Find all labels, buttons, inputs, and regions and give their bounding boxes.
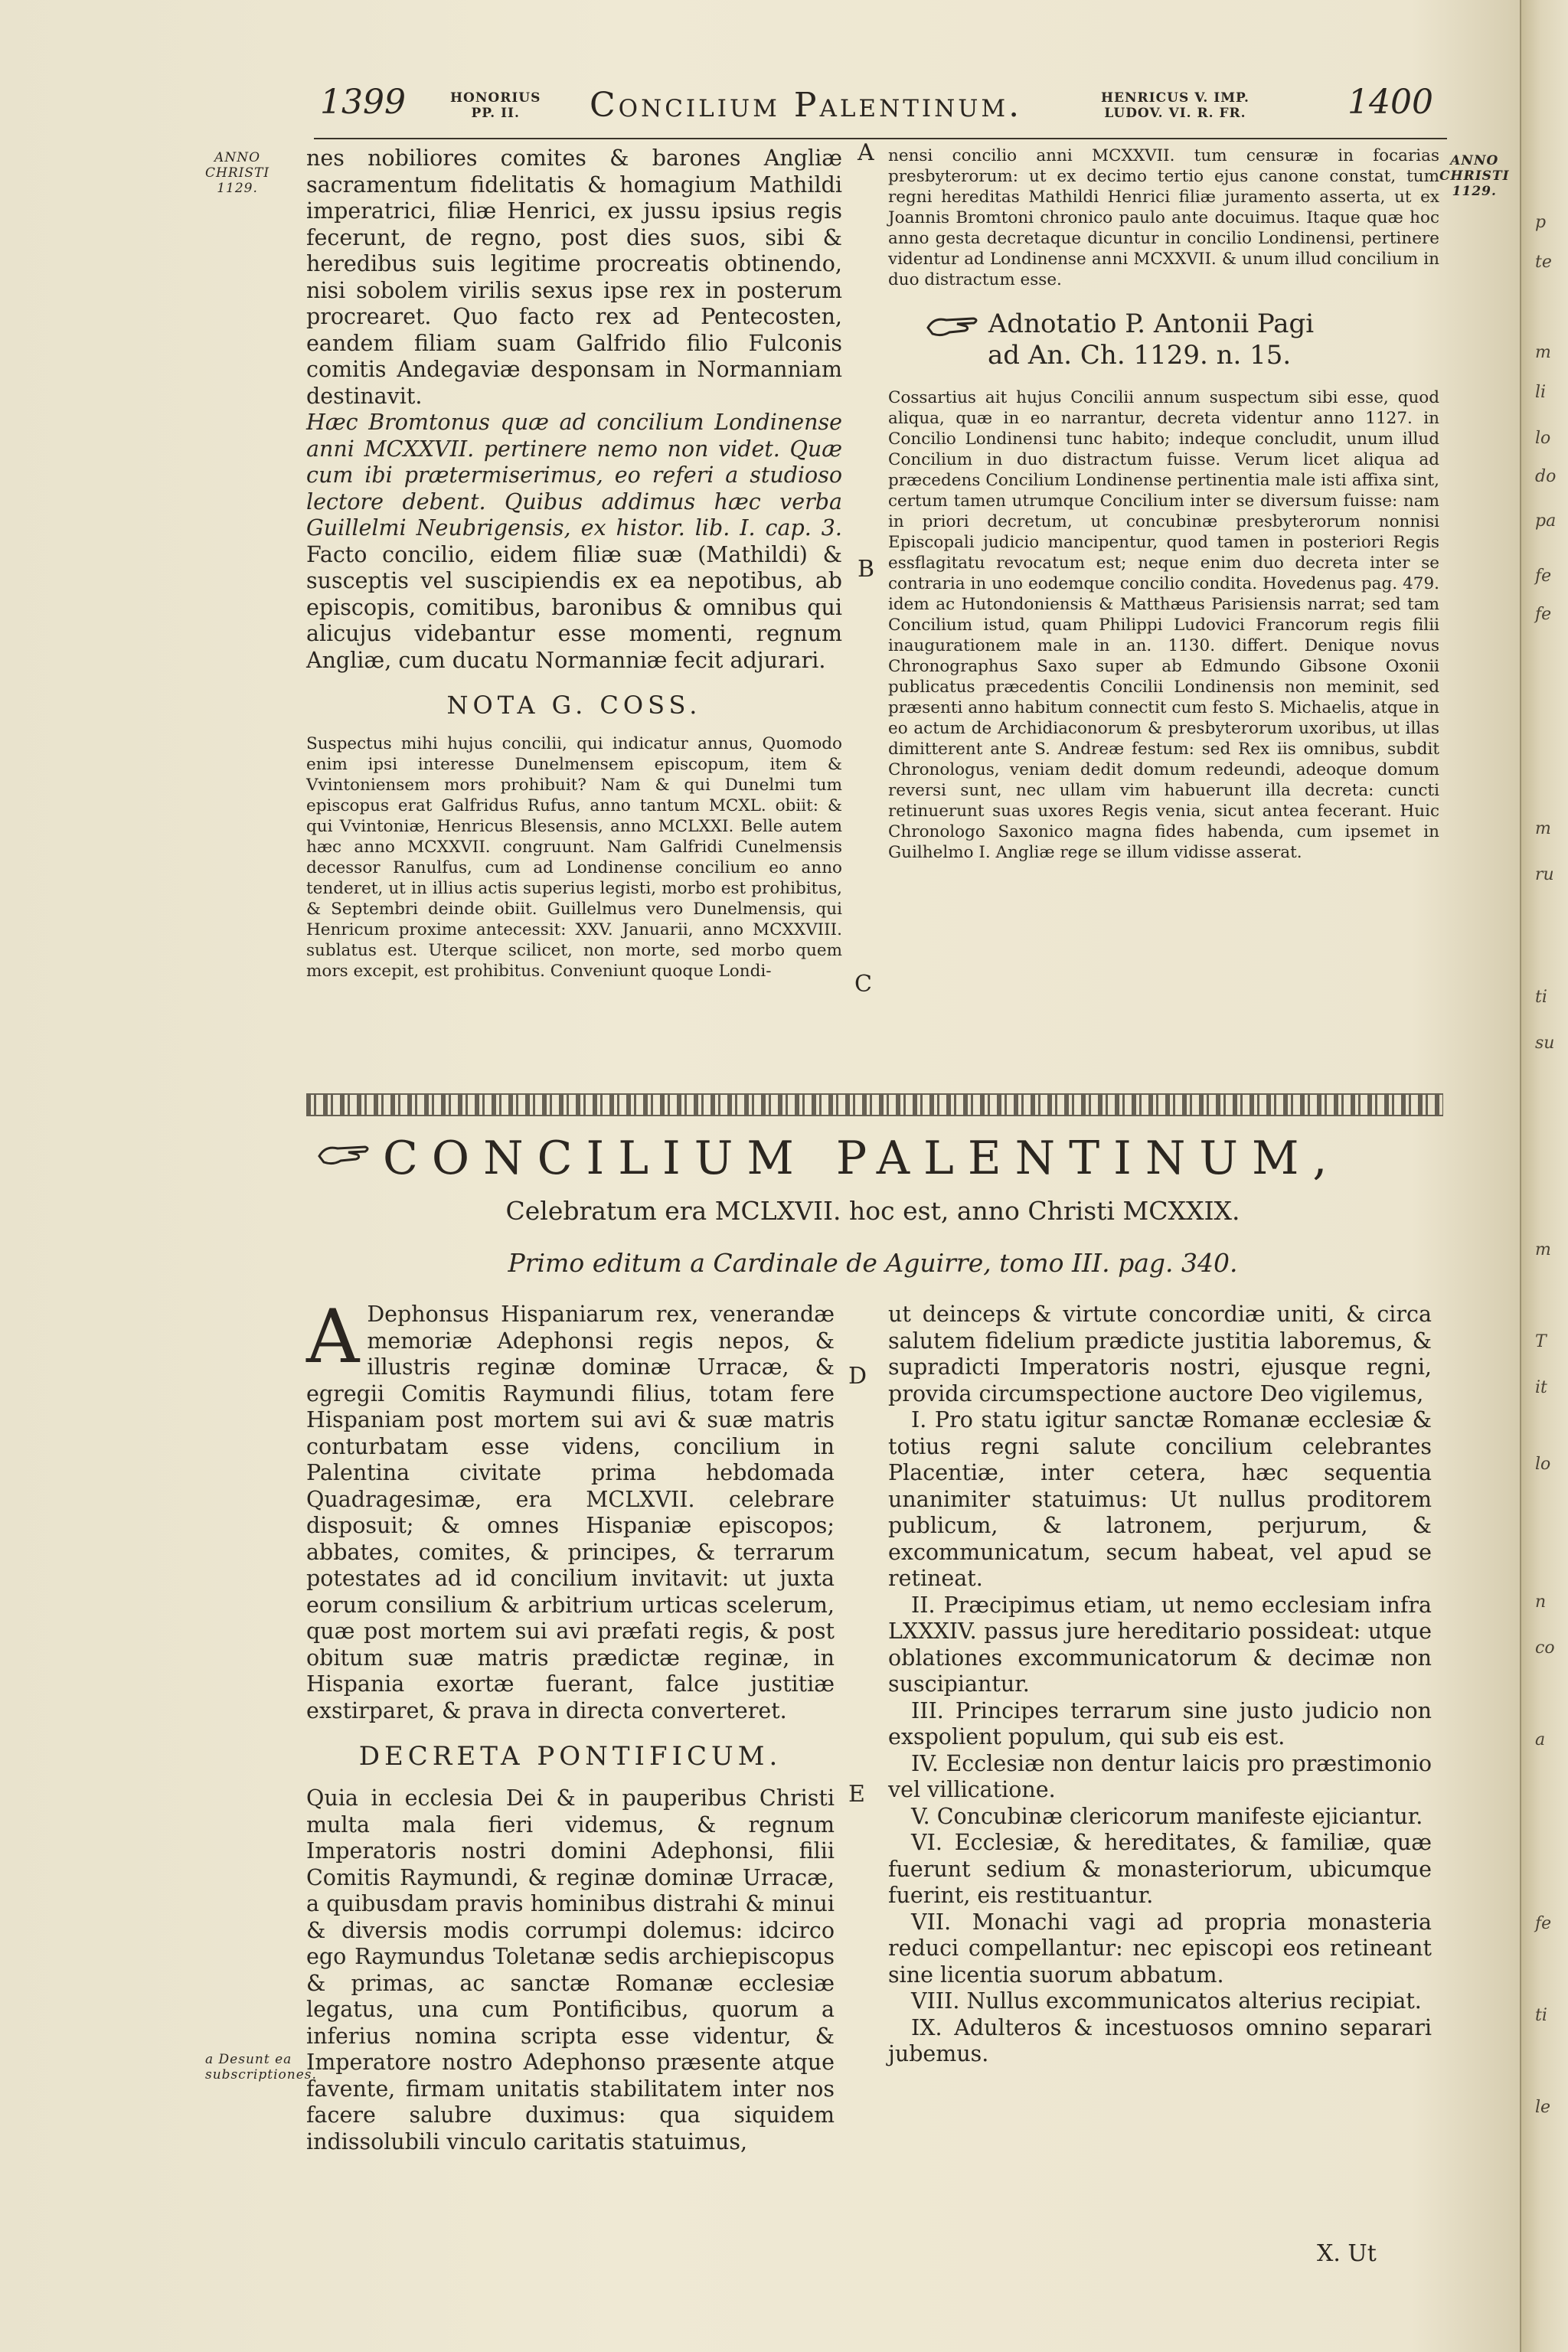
- canon-9: IX. Adulteros & incestuosos omnino separari jubemus.: [888, 2014, 1432, 2066]
- pointing-hand-icon: [318, 1139, 371, 1168]
- canon-7: VII. Monachi vagi ad propria monasteria reduci compellantur: nec episcopi eos retineant sine licentia suorum abbatum.: [888, 1909, 1432, 1988]
- margin-letter-a: A: [858, 139, 874, 166]
- lower-right-column: [888, 1302, 1432, 2068]
- celebratum-line: Celebratum era MCLXVII. hoc est, anno Christi MCXXIX.: [505, 1196, 1240, 1226]
- canon-8: VIII. Nullus excommunicatos alterius recipiat.: [911, 1988, 1422, 2014]
- margin-letter-c: C: [854, 971, 872, 998]
- canon-6: VI. Ecclesiæ, & hereditates, & familiæ, quæ fuerunt sedium & monasteriorum, ubicumque fuerint, eis restituantur.: [888, 1830, 1432, 1908]
- drop-cap: A: [306, 1294, 360, 1380]
- catchword: X. Ut: [1317, 2240, 1377, 2267]
- decreta-title: DECRETA PONTIFICUM.: [358, 1741, 782, 1772]
- canon-3: III. Principes terrarum sine justo judicio non exspolient populum, qui sub eis est.: [888, 1697, 1432, 1749]
- right-intro: ut deinceps & virtute concordiæ uniti, & circa salutem fidelium prædicte justitia laboremus, & supradicti Imperatoris nostri, ejusque regni, provida circumspectione auctore Deo vigilemus,: [888, 1302, 1432, 1406]
- footnote-desunt: a Desunt ea subscriptiones.: [205, 2052, 317, 2082]
- bromton-extract: nes nobiliores comites & barones Angliæ sacramentum fidelitatis & homagium Mathildi imperatrici, filiæ Henrici, ex jussu ipsius regis fecerunt, de regno, post dies suos, sibi & heredibus suis legitime procreatis obtinendo, nisi sobolem virilis sexus ipse rex in posterum procrearet. Quo facto rex ad Pentecosten, eandem filiam suam Galfrido filio Fulconis comitis Andegaviæ desponsam in Normanniam destinavit.: [306, 145, 842, 409]
- nota-coss-text: Suspectus mihi hujus concilii, qui indicatur annus, Quomodo enim ipsi interesse Dunelmensem episcopum, item & Vvintoniensem mors prohibuit? Nam & qui Dunelmi tum episcopus erat Galfridus Rufus, anno tantum MCXL. obiit: & qui Vvintoniæ, Henricus Blesensis, anno MCLXXI. Belle autem hæc anno MCXXVII. congruunt. Nam Galfridi Cunelmensis decessor Ranulfus, cum ad Londinense concilium eo anno tenderet, ut in illius actis superius legisti, morbo est prohibitus, & Septembri deinde obiit. Guillelmus vero Dunelmensis, qui Henricum proxime antecessit: XXV. Januarii, anno MCXXVIII. sublatus est. Uterque scilicet, non morte, sed morbo quem mors excepit, est prohibitus. Conveniunt quoque Londi-: [306, 734, 842, 981]
- header-rule: [314, 138, 1447, 139]
- neubrigensis-extract: Hæc Bromtonus quæ ad concilium Londinense anni MCXXVII. pertinere nemo non videt. Quæ cum ibi prætermiserimus, eo referi a studioso lectore debent. Quibus addimus hæc verba Guillelmi Neubrigensis, ex histor. lib. I. cap. 3. Facto concilio, eidem filiæ suæ (Mathildi) & susceptis vel suscipiendis ex ea nepotibus, ab episcopis, comitibus, baronibus & omnibus qui alicujus videbantur esse momenti, regnum Angliæ, cum ducatu Normanniæ fecit adjurari.: [306, 410, 842, 673]
- adnotatio-text: Cossartius ait hujus Concilii annum suspectum sibi esse, quod aliqua, quæ in eo narrantur, decreta videntur anno 1127. in Concilio Londinensi tunc habito; indeque concludit, unum illud Concilium in duo distractum fuisse. Verum licet aliqua ad præcedens Concilium Londinense pertinentia male isti affixa sint, certum tamen utrumque Concilium inter se diversum fuisse: nam in priori decretum, ut concubinæ presbyterorum nonnisi Episcopali judicio mancipentur, quod tamen in posteriori Regis essflagitatu revocatum est; neque enim duo decreta inter se contraria in uno eodemque concilio condita. Hovedenus pag. 479. idem ac Hutondoniensis & Matthæus Parisiensis narrat; sed tam Concilium istud, quam Philippi Ludovici Francorum regis filii inaugurationem male in an. 1130. differt. Denique novus Chronographus Saxo super ab Edmundo Gibsone Oxonii publicatus præcedentis Concilii Londinensis non meminit, sed præsenti anno habitum connectit cum festo S. Michaelis, atque in eo actum de Archidiaconorum & presbyterorum uxoribus, ut illas dimitterent ante S. Andreæ festum: sed Rex iis omnibus, subdit Chronologus, veniam dedit domum redeundi, adeoque domum reversi sunt, nec ullam vim habuerunt illa decreta: cuncti retinuerunt suas uxores Regis venia, sicut antea fecerant. Huic Chronologo Saxonico magna fides habenda, cum ipsemet in Guilhelmo I. Angliæ rege se illum vidisse asserat.: [888, 388, 1439, 862]
- pointing-hand-icon: [926, 311, 980, 340]
- primo-editum-line: Primo editum a Cardinale de Aguirre, tomo III. pag. 340.: [508, 1248, 1238, 1278]
- title-hand-ornament: [318, 1139, 371, 1168]
- left-running-head: HONORIUS PP. II.: [450, 90, 541, 121]
- margin-letter-d: D: [848, 1363, 867, 1390]
- lower-left-column: [306, 1294, 835, 2155]
- ornamental-band: [306, 1093, 1443, 1116]
- canon-1: I. Pro statu igitur sanctæ Romanæ ecclesiæ & totius regni salute concilium celebrantes Placentiæ, inter cetera, hæc sequentia unanimiter statuimus: Ut nullus proditorem publicum, & latronem, perjurum, & excommunicatum, secum habeat, vel apud se retineat.: [888, 1407, 1432, 1591]
- right-running-head: HENRICUS V. IMP. LUDOV. VI. R. FR.: [1101, 90, 1250, 121]
- left-margin-year: ANNO CHRISTI 1129.: [205, 150, 270, 196]
- margin-letter-b: B: [858, 556, 875, 583]
- upper-right-column: [888, 145, 1439, 863]
- facing-page-edge: p te m li lo do pa fe fe m ru ti su m T it lo n co a fe ti le: [1520, 0, 1568, 2352]
- running-title: Concilium Palentinum.: [590, 86, 1023, 125]
- left-page-number: 1399: [320, 83, 406, 122]
- continued-note-text: nensi concilio anni MCXXVII. tum censuræ in focarias presbyterorum: ut ex decimo tertio ejus canone constat, tum regni hereditas Mathildi Henrici filiæ juramento asserta, ut ex Joannis Bromtoni chronico paulo ante docuimus. Itaque quæ hoc anno gesta decretaque dicuntur in concilio Londinensi, pertinere videntur ad Londinense anni MCXXVII. & unum illud concilium in duo distractum esse.: [888, 146, 1439, 289]
- nota-coss-title: NOTA G. COSS.: [446, 691, 702, 720]
- upper-left-column: [306, 145, 842, 982]
- council-title: CONCILIUM PALENTINUM,: [383, 1132, 1341, 1185]
- adnotatio-heading: Adnotatio P. Antonii Pagi ad An. Ch. 1129. n. 15.: [926, 309, 1439, 371]
- right-page-number: 1400: [1348, 83, 1433, 122]
- decreta-text: Quia in ecclesia Dei & in pauperibus Christi multa mala fieri videmus, & regnum Imperatoris nostri domini Adephonsi, filii Comitis Raymundi, & reginæ dominæ Urracæ, a quibusdam pravis hominibus distrahi & minui & diversis modis corrumpi dolemus: idcirco ego Raymundus Toletanæ sedis archiepiscopus & primas, ac sanctæ Romanæ ecclesiæ legatus, una cum Pontificibus, quorum a inferius nomina scripta esse videntur, & Imperatore nostro Adephonso præsente atque favente, firmam unitatis stabilitatem inter nos facere salubre duximus: qua siquidem indissolubili vinculo caritatis statuimus,: [306, 1785, 835, 2154]
- right-margin-year: ANNO CHRISTI 1129.: [1439, 153, 1510, 199]
- margin-letter-e: E: [848, 1781, 865, 1808]
- canon-5: V. Concubinæ clericorum manifeste ejiciantur.: [911, 1803, 1423, 1829]
- canon-4: IV. Ecclesiæ non dentur laicis pro præstimonio vel villicatione.: [888, 1750, 1432, 1802]
- canon-2: II. Præcipimus etiam, ut nemo ecclesiam infra LXXXIV. passus jure hereditario possideat: utque oblationes excommunicatorum & decimæ non suscipiantur.: [888, 1592, 1432, 1697]
- intro-paragraph: A Dephonsus Hispaniarum rex, venerandæ memoriæ Adephonsi regis nepos, & illustris reginæ dominæ Urracæ, & egregii Comitis Raymundi filius, totam fere Hispaniam post mortem sui avi & suæ matris conturbatam esse videns, concilium in Palentina civitate prima hebdomada Quadragesimæ, era MCLXVII. celebrare disposuit; & omnes Hispaniæ episcopos; abbates, comites, & principes, & terrarum potestates ad id concilium invitavit: ut juxta eorum consilium & arbitrium urticas scelerum, quæ post mortem sui avi præfati regis, & post obitum suæ matris prædictæ reginæ, in Hispania exortæ fuerant, falce justitiæ exstirparet, & prava in directa converteret.: [306, 1294, 835, 1723]
